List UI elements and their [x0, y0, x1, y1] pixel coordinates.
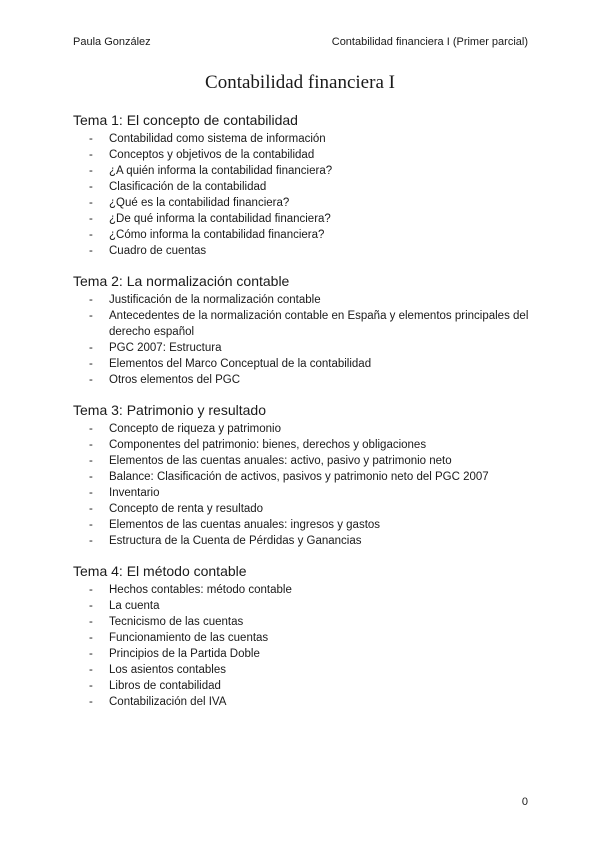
dash-bullet-icon: - — [89, 471, 93, 483]
list-item-text: Otros elementos del PGC — [109, 374, 241, 386]
list-item — [73, 292, 533, 308]
list-item — [73, 582, 533, 598]
dash-bullet-icon: - — [89, 632, 93, 644]
dash-bullet-icon: - — [89, 535, 93, 547]
section-title: Tema 1: El concepto de contabilidad — [73, 112, 298, 128]
dash-bullet-icon: - — [89, 229, 93, 241]
list-item-text: Estructura de la Cuenta de Pérdidas y Ganancias — [109, 535, 362, 547]
list-item-text: ¿Qué es la contabilidad financiera? — [109, 197, 290, 209]
list-item-text: ¿De qué informa la contabilidad financiera? — [109, 213, 331, 225]
list-item-text: Antecedentes de la normalización contable en España y elementos principales del derecho español — [109, 310, 529, 338]
page-title: Contabilidad financiera I — [205, 72, 395, 93]
list-item — [73, 485, 533, 501]
header-course: Contabilidad financiera I (Primer parcial) — [331, 36, 528, 48]
list-item-text: Contabilidad como sistema de información — [109, 133, 326, 145]
list-item — [73, 630, 533, 646]
section-title: Tema 2: La normalización contable — [73, 273, 290, 289]
list-item — [73, 614, 533, 630]
list-item — [73, 437, 533, 453]
list-item — [73, 356, 533, 372]
dash-bullet-icon: - — [89, 374, 93, 386]
list-item-text: Libros de contabilidad — [109, 680, 221, 692]
list-item — [73, 501, 533, 517]
list-item-text: Funcionamiento de las cuentas — [109, 632, 269, 644]
list-item — [73, 308, 533, 340]
dash-bullet-icon: - — [89, 133, 93, 145]
list-item — [73, 533, 533, 549]
list-item — [73, 646, 533, 662]
dash-bullet-icon: - — [89, 680, 93, 692]
section-tema-2 — [73, 273, 533, 388]
syllabus-content — [73, 112, 533, 724]
section-tema-3 — [73, 402, 533, 549]
list-item — [73, 372, 533, 388]
section-item-list — [73, 131, 533, 259]
list-item-text: Componentes del patrimonio: bienes, derechos y obligaciones — [109, 439, 427, 451]
list-item-text: Concepto de riqueza y patrimonio — [109, 423, 281, 435]
list-item — [73, 453, 533, 469]
list-item — [73, 340, 533, 356]
dash-bullet-icon: - — [89, 487, 93, 499]
dash-bullet-icon: - — [89, 503, 93, 515]
list-item-text: Elementos del Marco Conceptual de la contabilidad — [109, 358, 372, 370]
dash-bullet-icon: - — [89, 149, 93, 161]
list-item — [73, 517, 533, 533]
list-item-text: Clasificación de la contabilidad — [109, 181, 267, 193]
list-item — [73, 469, 533, 485]
list-item — [73, 195, 533, 211]
list-item — [73, 163, 533, 179]
dash-bullet-icon: - — [89, 439, 93, 451]
dash-bullet-icon: - — [89, 181, 93, 193]
list-item-text: ¿Cómo informa la contabilidad financiera? — [109, 229, 325, 241]
list-item — [73, 243, 533, 259]
dash-bullet-icon: - — [89, 664, 93, 676]
section-title: Tema 4: El método contable — [73, 563, 247, 579]
list-item — [73, 147, 533, 163]
dash-bullet-icon: - — [89, 519, 93, 531]
section-title: Tema 3: Patrimonio y resultado — [73, 402, 266, 418]
dash-bullet-icon: - — [89, 342, 93, 354]
section-item-list — [73, 292, 533, 388]
dash-bullet-icon: - — [89, 294, 93, 306]
list-item-text: Concepto de renta y resultado — [109, 503, 264, 515]
dash-bullet-icon: - — [89, 616, 93, 628]
dash-bullet-icon: - — [89, 696, 93, 708]
list-item-text: Tecnicismo de las cuentas — [109, 616, 244, 628]
dash-bullet-icon: - — [89, 455, 93, 467]
list-item-text: Balance: Clasificación de activos, pasivos y patrimonio neto del PGC 2007 — [109, 471, 489, 483]
dash-bullet-icon: - — [89, 600, 93, 612]
dash-bullet-icon: - — [89, 197, 93, 209]
list-item-text: ¿A quién informa la contabilidad financiera? — [109, 165, 333, 177]
list-item-text: Elementos de las cuentas anuales: activo, pasivo y patrimonio neto — [109, 455, 452, 467]
dash-bullet-icon: - — [89, 358, 93, 370]
list-item-text: Principios de la Partida Doble — [109, 648, 260, 660]
list-item-text: La cuenta — [109, 600, 160, 612]
list-item-text: Elementos de las cuentas anuales: ingresos y gastos — [109, 519, 381, 531]
section-tema-4 — [73, 563, 533, 710]
list-item — [73, 598, 533, 614]
section-item-list — [73, 582, 533, 710]
page-number: 0 — [521, 796, 528, 808]
header-author: Paula González — [73, 36, 151, 48]
dash-bullet-icon: - — [89, 165, 93, 177]
list-item — [73, 227, 533, 243]
list-item-text: Conceptos y objetivos de la contabilidad — [109, 149, 315, 161]
list-item-text: Los asientos contables — [109, 664, 226, 676]
list-item — [73, 179, 533, 195]
list-item — [73, 131, 533, 147]
list-item — [73, 662, 533, 678]
list-item-text: Inventario — [109, 487, 160, 499]
dash-bullet-icon: - — [89, 648, 93, 660]
list-item-text: PGC 2007: Estructura — [109, 342, 222, 354]
list-item-text: Hechos contables: método contable — [109, 584, 292, 596]
list-item — [73, 694, 533, 710]
section-tema-1 — [73, 112, 533, 259]
list-item — [73, 421, 533, 437]
list-item-text: Contabilización del IVA — [109, 696, 227, 708]
list-item-text: Cuadro de cuentas — [109, 245, 207, 257]
list-item — [73, 211, 533, 227]
dash-bullet-icon: - — [89, 584, 93, 596]
dash-bullet-icon: - — [89, 423, 93, 435]
list-item — [73, 678, 533, 694]
list-item-text: Justificación de la normalización contable — [109, 294, 321, 306]
dash-bullet-icon: - — [89, 245, 93, 257]
dash-bullet-icon: - — [89, 213, 93, 225]
section-item-list — [73, 421, 533, 549]
dash-bullet-icon: - — [89, 310, 93, 322]
